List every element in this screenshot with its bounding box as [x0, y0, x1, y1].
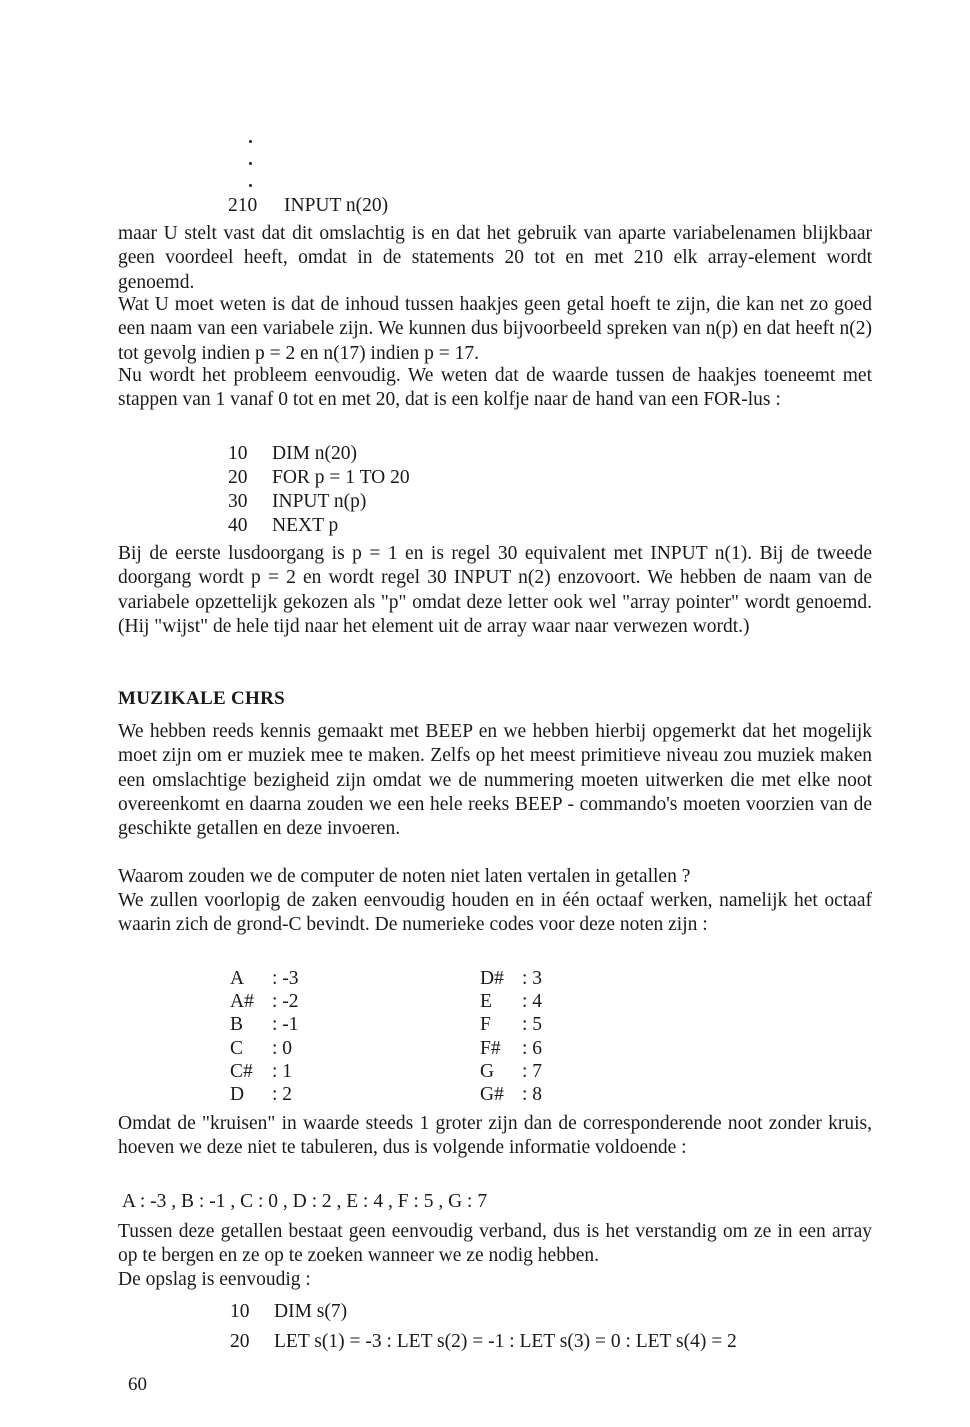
code-line-number: 40 — [228, 515, 248, 536]
code-statement: DIM n(20) — [272, 443, 358, 464]
note-code-row — [230, 1013, 299, 1036]
note-code-row — [230, 1083, 299, 1106]
note-code: : 8 — [522, 1084, 543, 1106]
note-code-row — [480, 1060, 542, 1083]
note-summary-line: A : -3 , B : -1 , C : 0 , D : 2 , E : 4 , F : 5 , G : 7 — [122, 1191, 488, 1212]
code-line — [230, 1330, 737, 1354]
note-name: G# — [480, 1084, 504, 1106]
note-name: G — [480, 1060, 495, 1082]
note-codes-left — [230, 967, 299, 1106]
code-line-number: 30 — [228, 491, 248, 512]
note-code: : -2 — [272, 991, 299, 1013]
note-code: : 3 — [522, 968, 543, 989]
note-name: C# — [230, 1060, 253, 1082]
note-code-row — [480, 1083, 542, 1106]
note-code: : 2 — [272, 1084, 293, 1106]
paragraph: We hebben reeds kennis gemaakt met BEEP en we hebben hierbij opgemerkt dat het mogelijk moet zijn om er muziek mee te maken. Zelfs op het meest primitieve niveau zou muziek maken een omslachtige bezigheid zijn omdat we de nummering moeten uitwerken die met elke noot overeenkomt en daarna zouden we een hele reeks BEEP - commando's moeten voorzien van de geschikte getallen en deze invoeren. — [118, 721, 872, 840]
paragraph: De opslag is eenvoudig : — [118, 1269, 311, 1290]
code-statement: DIM s(7) — [274, 1301, 348, 1322]
note-name: B — [230, 1014, 244, 1036]
note-code-row — [480, 967, 542, 990]
code-line — [228, 514, 410, 538]
note-code: : 4 — [522, 991, 543, 1013]
paragraph: Waarom zouden we de computer de noten niet laten vertalen in getallen ? — [118, 866, 691, 887]
note-name: F# — [480, 1037, 501, 1059]
note-name: D — [230, 1084, 245, 1106]
note-code: : 7 — [522, 1060, 543, 1082]
code-block-storage — [230, 1300, 737, 1354]
code-statement: FOR p = 1 TO 20 — [272, 467, 410, 488]
note-code: : 5 — [522, 1014, 543, 1036]
paragraph: Bij de eerste lusdoorgang is p = 1 en is regel 30 equivalent met INPUT n(1). Bij de tweede doorgang wordt p = 2 en wordt regel 30 INPUT n(2) enzovoort. We hebben de naam van de variabele opzettelijk gekozen als "p" omdat deze letter ook wel "array pointer" wordt genoemd. (Hij "wijst" de hele tijd naar het element uit de array waar naar verwezen wordt.) — [118, 543, 872, 637]
note-name: C — [230, 1037, 244, 1059]
note-code-row — [230, 967, 299, 990]
note-codes-right — [480, 967, 542, 1106]
note-code: : 1 — [272, 1060, 293, 1082]
note-name: E — [480, 991, 492, 1013]
note-code-row — [480, 1013, 542, 1036]
code-line-210 — [228, 194, 388, 218]
code-line — [230, 1300, 737, 1324]
note-name: A# — [230, 991, 254, 1013]
note-code-row — [230, 990, 299, 1013]
code-line — [228, 442, 410, 466]
note-code: : 0 — [272, 1037, 293, 1059]
paragraph: Nu wordt het probleem eenvoudig. We weten dat de waarde tussen de haakjes toeneemt met stappen van 1 vanaf 0 tot en met 20, dat is een kolfje naar de hand van een FOR-lus : — [118, 365, 872, 411]
code-line-number: 10 — [230, 1301, 250, 1322]
note-code-row — [230, 1060, 299, 1083]
note-code: : -3 — [272, 968, 299, 989]
note-name: D# — [480, 968, 504, 989]
note-code-row — [230, 1037, 299, 1060]
page-number: 60 — [128, 1374, 147, 1395]
ellipsis-dot — [249, 184, 252, 187]
code-line-number: 20 — [228, 467, 248, 488]
code-line — [228, 490, 410, 514]
paragraph: We zullen voorlopig de zaken eenvoudig houden en in één octaaf werken, namelijk het octaaf waarin zich de grond-C bevindt. De numerieke codes voor deze noten zijn : — [118, 890, 872, 936]
note-code-row — [480, 1037, 542, 1060]
note-code: : -1 — [272, 1014, 299, 1036]
note-code: : 6 — [522, 1037, 543, 1059]
paragraph: Omdat de "kruisen" in waarde steeds 1 groter zijn dan de corresponderende noot zonder kruis, hoeven we deze niet te tabuleren, dus is volgende informatie voldoende : — [118, 1113, 872, 1159]
note-name: F — [480, 1014, 491, 1036]
paragraph: Tussen deze getallen bestaat geen eenvoudig verband, dus is het verstandig om ze in een array op te bergen en ze op te zoeken wanneer we ze nodig hebben. — [118, 1221, 872, 1267]
code-statement: LET s(1) = -3 : LET s(2) = -1 : LET s(3) = 0 : LET s(4) = 2 — [274, 1331, 737, 1352]
code-line-number: 10 — [228, 443, 248, 464]
code-statement: NEXT p — [272, 515, 339, 536]
code-line-number: 20 — [230, 1331, 250, 1352]
ellipsis-dot — [249, 162, 252, 165]
note-name: A — [230, 968, 245, 989]
ellipsis-dot — [249, 140, 252, 143]
section-heading: MUZIKALE CHRS — [118, 688, 286, 709]
paragraph: maar U stelt vast dat dit omslachtig is en dat het gebruik van aparte variabelenamen blijkbaar geen voordeel heeft, omdat in de statements 20 tot en met 210 elk array-element wordt genoemd. — [118, 223, 872, 293]
code-block-for-loop — [228, 442, 410, 538]
code-line — [228, 466, 410, 490]
code-statement: INPUT n(20) — [284, 195, 389, 216]
code-line-number: 210 — [228, 195, 258, 216]
code-statement: INPUT n(p) — [272, 491, 367, 512]
paragraph: Wat U moet weten is dat de inhoud tussen haakjes geen getal hoeft te zijn, die kan net zo goed een naam van een variabele zijn. We kunnen dus bijvoorbeeld spreken van n(p) en dat heeft n(2) tot gevolg indien p = 2 en n(17) indien p = 17. — [118, 294, 872, 364]
note-code-row — [480, 990, 542, 1013]
